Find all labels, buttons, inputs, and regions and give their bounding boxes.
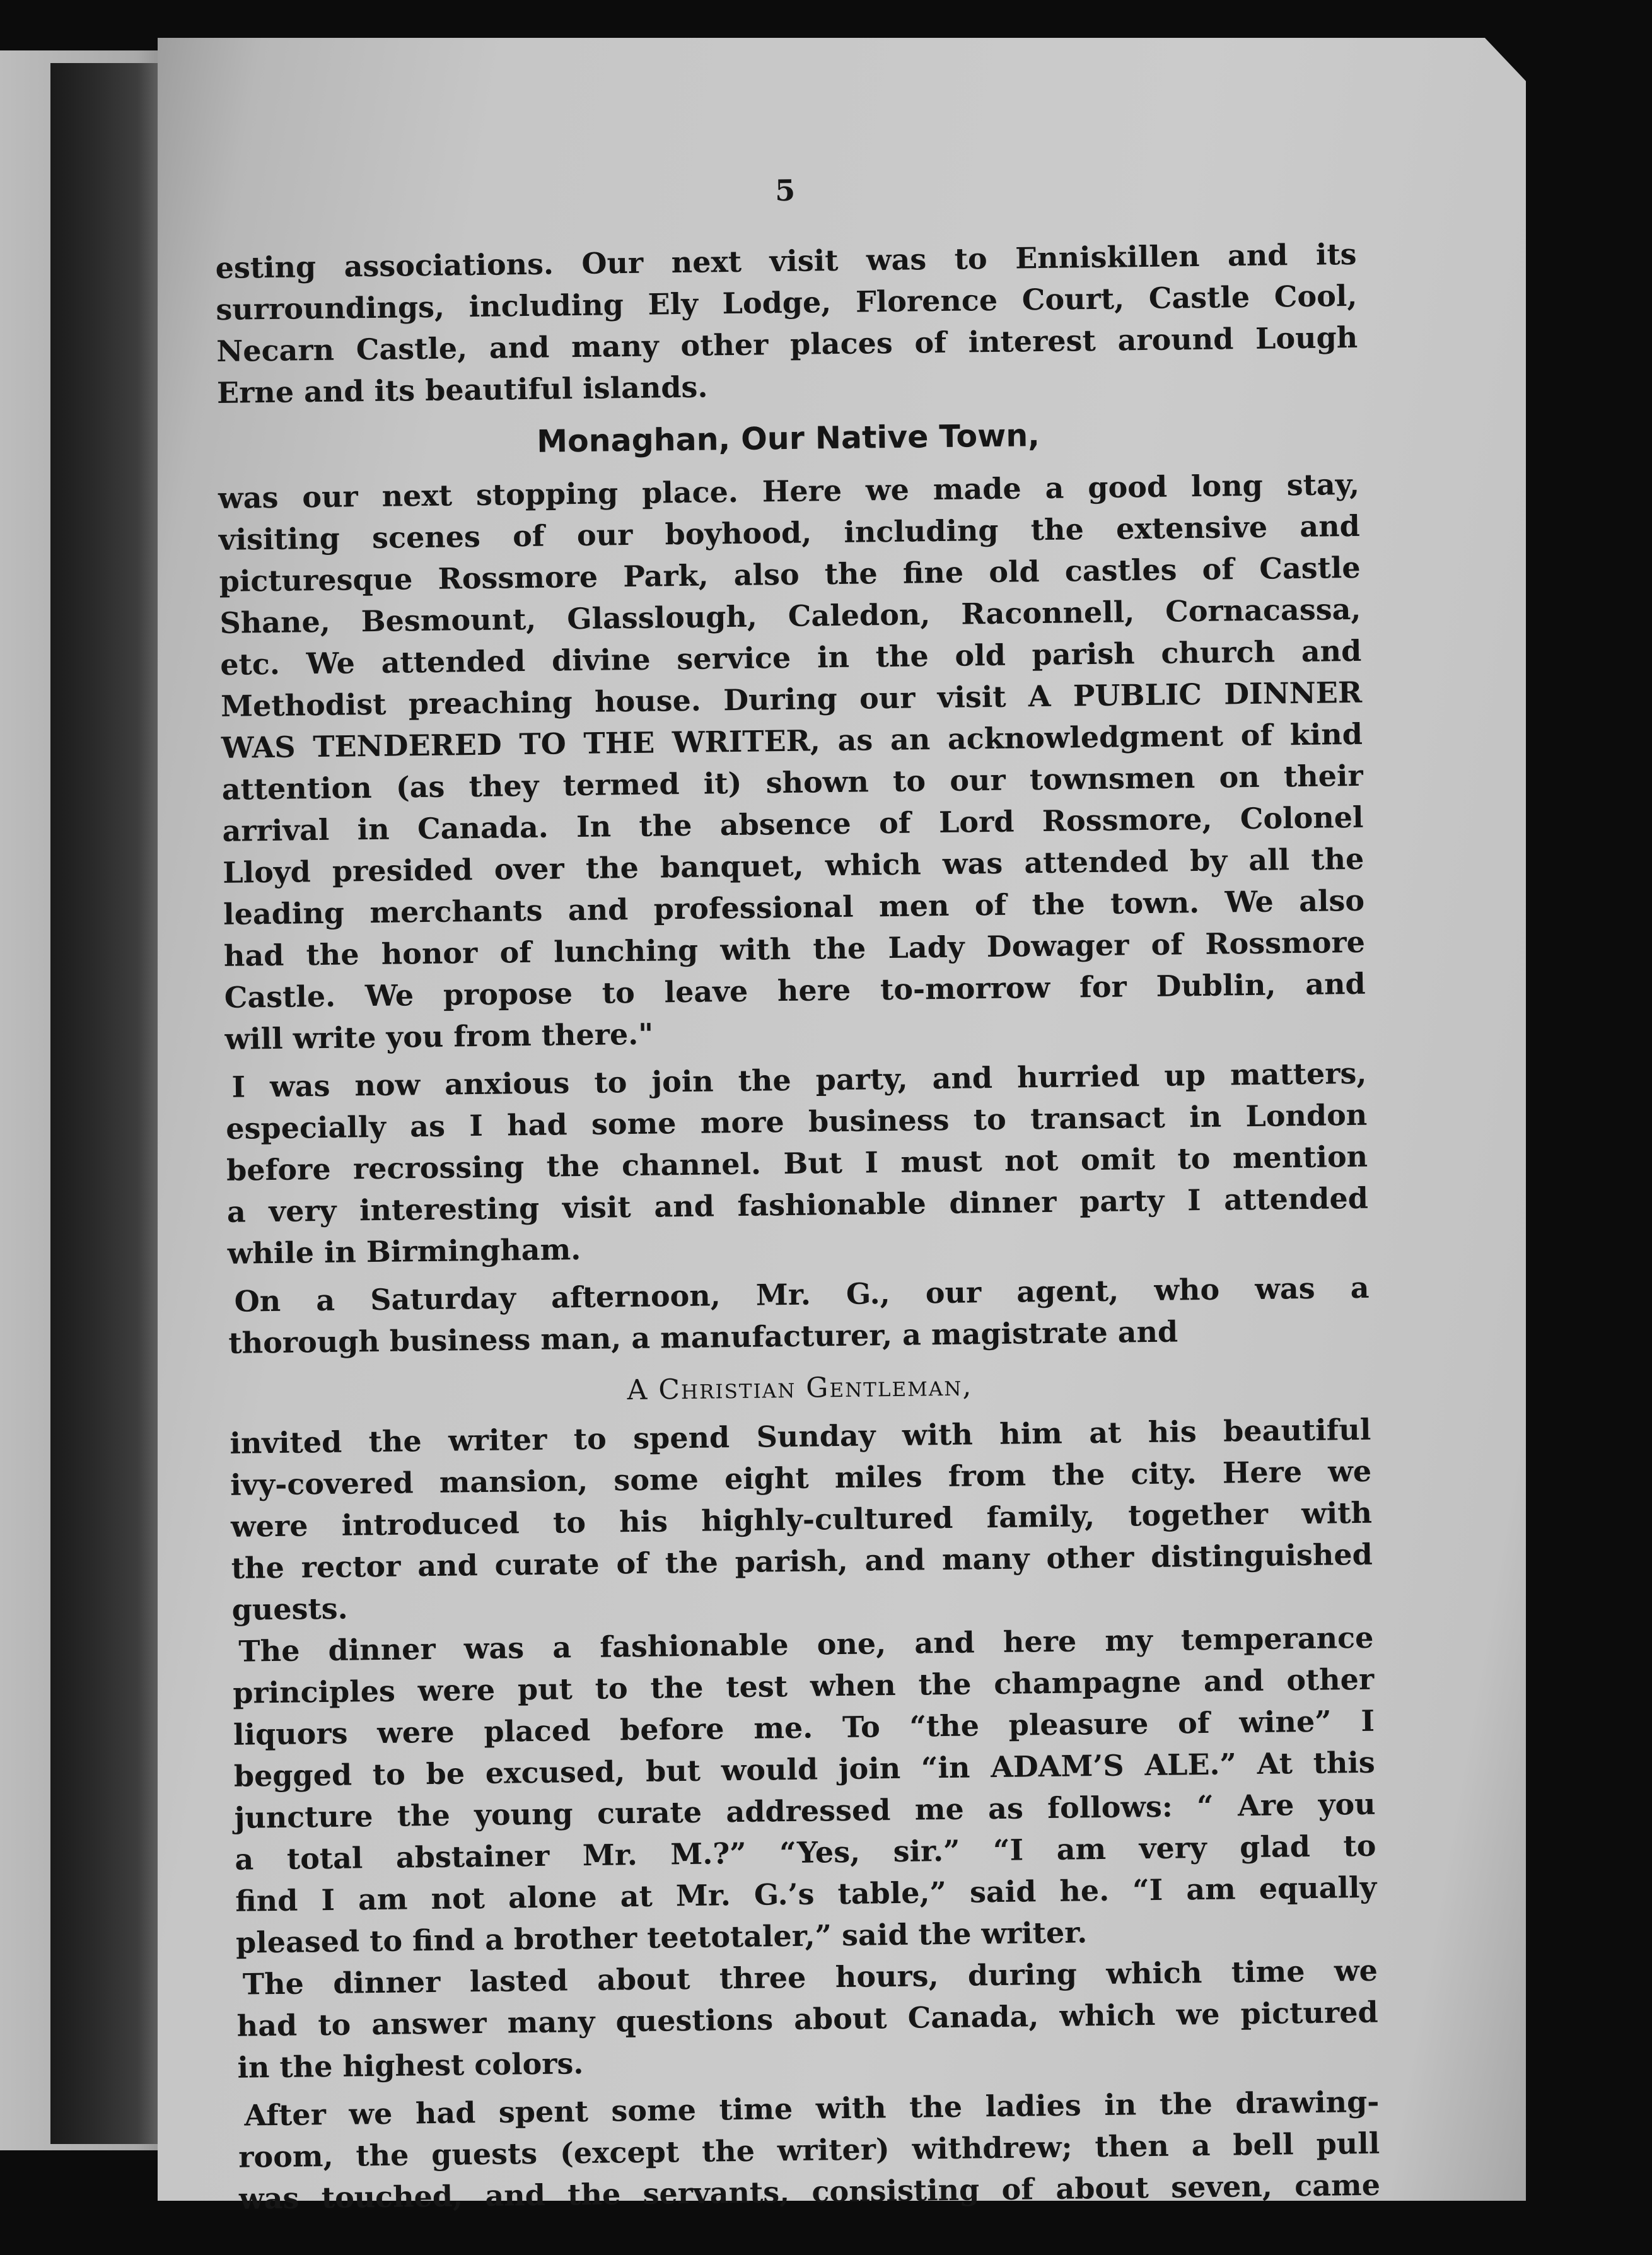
text-line: will write you from there." [224, 1017, 654, 1056]
text-line: liquors were placed before me. To “the pleasure of wine” I [233, 1703, 1375, 1752]
text-line: find I am not alone at Mr. G.’s table,” said he. “I am equally [235, 1870, 1377, 1918]
text-line: begged to be excused, but would join “in ADAM’S ALE.” At this [233, 1745, 1376, 1793]
text-line: Shane, Besmount, Glasslough, Caledon, Raconnell, Cornacassa, [219, 591, 1361, 640]
paragraph-6 [232, 1616, 1377, 1963]
text-line: leading merchants and professional men of the town. We also [223, 883, 1365, 931]
paragraph-8 [238, 2080, 1380, 2219]
text-line: in the highest colors. [237, 2046, 584, 2085]
text-line: picturesque Rossmore Park, also the fine old castles of Castle [219, 550, 1361, 598]
text-line: I was now anxious to join the party, and hurried up matters, [231, 1056, 1367, 1104]
section-heading-christian-gentleman [229, 1365, 1371, 1413]
text-line: juncture the young curate addressed me as follows: “ Are you [234, 1786, 1376, 1835]
text-line: principles were put to the test when the champagne and other [232, 1662, 1375, 1710]
text-line: guests. [231, 1591, 348, 1627]
text-line: ivy-covered mansion, some eight miles from the city. Here we [230, 1454, 1372, 1502]
text-line: pleased to find a brother teetotaler,” said the writer. [235, 1914, 1088, 1960]
text-line: After we had spent some time with the ladies in the drawing- [244, 2084, 1380, 2133]
text-line: the rector and curate of the parish, and many other distinguished [231, 1537, 1373, 1585]
paragraph-3 [225, 1052, 1369, 1274]
text-line: WAS TENDERED TO THE WRITER, as an acknowledgment of kind [221, 716, 1363, 765]
text-line: was touched, and the servants, consisting of about seven, came [238, 2167, 1381, 2216]
text-line: On a Saturday afternoon, Mr. G., our agent, who was a [234, 1270, 1370, 1319]
text-line: Methodist preaching house. During our visit A PUBLIC DINNER [220, 675, 1363, 723]
text-line: Necarn Castle, and many other places of interest around Lough [216, 320, 1358, 368]
paragraph-2 [218, 463, 1366, 1060]
paragraph-1 [215, 233, 1358, 414]
text-line: Erne and its beautiful islands. [216, 370, 708, 410]
text-line: surroundings, including Ely Lodge, Florence Court, Castle Cool, [216, 278, 1358, 327]
text-line: a total abstainer Mr. M.?” “Yes, sir.” “I am very glad to [235, 1828, 1376, 1877]
text-line: esting associations. Our next visit was to Enniskillen and its [215, 236, 1357, 285]
paragraph-4 [228, 1267, 1370, 1364]
text-line: a very interesting visit and fashionable dinner party I attended [226, 1180, 1369, 1229]
text-line: especially as I had some more business to transact in London [225, 1097, 1368, 1146]
text-line: The dinner was a fashionable one, and here my temperance [238, 1620, 1374, 1669]
text-line: attention (as they termed it) shown to our townsmen on their [221, 758, 1363, 807]
text-line: had to answer many questions about Canada, which we pictured [236, 1995, 1378, 2043]
section-heading-monaghan: Monaghan, Our Native Town, [536, 417, 1040, 460]
text-line: had the honor of lunching with the Lady Dowager of Rossmore [223, 924, 1366, 973]
page-text-block [214, 169, 1381, 2216]
paragraph-7 [236, 1949, 1378, 2088]
text-line: invited the writer to spend Sunday with him at his beautiful [230, 1412, 1371, 1460]
text-line: visiting scenes of our boyhood, including the extensive and [218, 508, 1361, 557]
page-number: 5 [774, 173, 796, 208]
text-line: thorough business man, a manufacturer, a magistrate and [228, 1314, 1178, 1360]
text-line: arrival in Canada. In the absence of Lord Rossmore, Colonel [222, 800, 1364, 848]
text-line: room, the guests (except the writer) withdrew; then a bell pull [238, 2126, 1380, 2174]
text-line: were introduced to his highly-cultured family, together with [230, 1495, 1373, 1544]
text-line: while in Birmingham. [227, 1232, 581, 1271]
text-line: was our next stopping place. Here we made a good long stay, [218, 467, 1360, 515]
heading-text: A Christian Gentleman, [627, 1370, 973, 1406]
text-line: Lloyd presided over the banquet, which was attended by all the [223, 841, 1364, 890]
text-line: The dinner lasted about three hours, during which time we [242, 1953, 1378, 2002]
text-line: Castle. We propose to leave here to-morrow for Dublin, and [224, 966, 1366, 1015]
text-line: before recrossing the channel. But I must not omit to mention [226, 1139, 1368, 1187]
paragraph-5 [230, 1408, 1373, 1630]
text-line: etc. We attended divine service in the old parish church and [220, 633, 1362, 682]
